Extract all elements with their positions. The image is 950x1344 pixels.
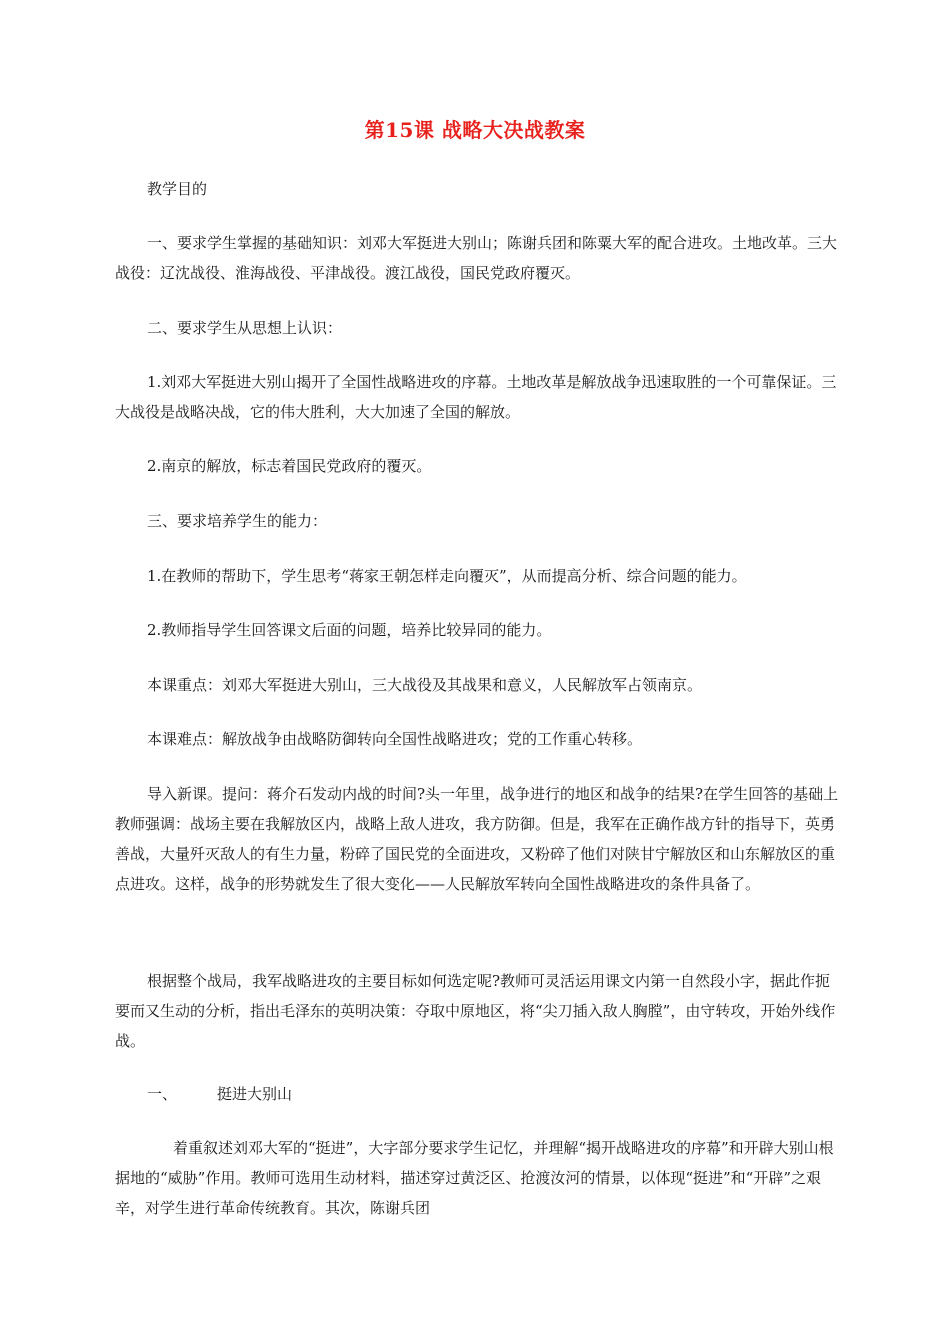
paragraph-goal-3-item-2: 2.教师指导学生回答课文后面的问题，培养比较异同的能力。 — [147, 621, 552, 639]
paragraph-introduction: 导入新课。提问：蒋介石发动内战的时间?头一年里，战争进行的地区和战争的结果?在学生回答的基础上教师强调：战场主要在我解放区内，战略上敌人进攻，我方防御。但是，我军在正确作战方针的指导下，英勇善战，大量歼灭敌人的有生力量，粉碎了国民党的全面进攻，又粉碎了他们对陕甘宁解放区和山东解放区的重点进攻。这样，战争的形势就发生了很大变化——人民解放军转向全国性战略进攻的条件具备了。 — [115, 785, 839, 893]
paragraph-teaching-goals: 教学目的 — [147, 180, 208, 198]
paragraph-difficulties: 本课难点：解放战争由战略防御转向全国性战略进攻；党的工作重心转移。 — [147, 730, 643, 748]
document-title: 第15课 战略大决战教案 — [364, 118, 586, 142]
paragraph-section-body: 着重叙述刘邓大军的“挺进”，大字部分要求学生记忆，并理解“揭开战略进攻的序幕”和开辟大别山根据地的“威胁”作用。教师可选用生动材料，描述穿过黄泛区、抢渡汝河的情景，以体现“挺进”和“开辟”之艰辛，对学生进行革命传统教育。其次，陈谢兵团 — [115, 1139, 834, 1217]
paragraph-key-points: 本课重点：刘邓大军挺进大别山，三大战役及其战果和意义，人民解放军占领南京。 — [147, 676, 703, 694]
paragraph-goal-3: 三、要求培养学生的能力： — [147, 512, 328, 530]
paragraph-goal-2-item-2: 2.南京的解放，标志着国民党政府的覆灭。 — [147, 457, 432, 475]
paragraph-strategy: 根据整个战局，我军战略进攻的主要目标如何选定呢?教师可灵活运用课文内第一自然段小字，据此作扼要而又生动的分析，指出毛泽东的英明决策：夺取中原地区，将“尖刀插入敌人胸膛”，由守转攻，开始外线作战。 — [115, 972, 836, 1050]
paragraph-goal-1: 一、要求学生掌握的基础知识：刘邓大军挺进大别山；陈谢兵团和陈粟大军的配合进攻。土地改革。三大战役：辽沈战役、淮海战役、平津战役。渡江战役，国民党政府覆灭。 — [115, 234, 838, 282]
paragraph-goal-2-item-1: 1.刘邓大军挺进大别山揭开了全国性战略进攻的序幕。土地改革是解放战争迅速取胜的一个可靠保证。三大战役是战略决战，它的伟大胜利，大大加速了全国的解放。 — [115, 373, 837, 421]
section-number: 一、 — [147, 1085, 178, 1103]
section-title: 挺进大别山 — [217, 1085, 293, 1103]
paragraph-goal-2: 二、要求学生从思想上认识： — [147, 319, 343, 337]
paragraph-goal-3-item-1: 1.在教师的帮助下，学生思考“蒋家王朝怎样走向覆灭”，从而提高分析、综合问题的能力。 — [147, 567, 747, 585]
section-heading — [115, 1079, 840, 1109]
